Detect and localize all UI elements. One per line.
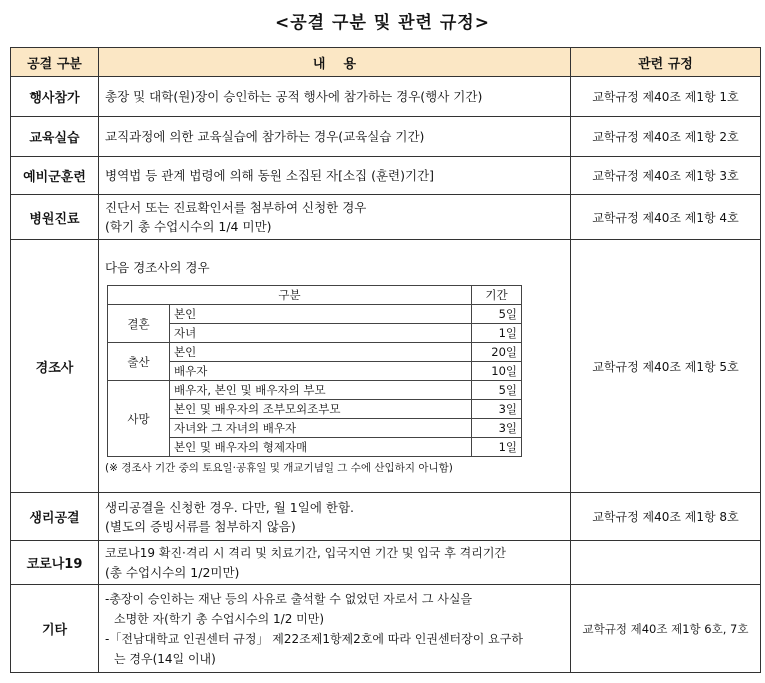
table-row	[11, 240, 761, 493]
condolence-item-days: 10일	[472, 362, 522, 381]
row-content	[99, 585, 571, 673]
row-regulation: 교학규정 제40조 제1항 5호	[571, 240, 761, 493]
leave-regulation-table	[10, 47, 761, 673]
condolence-item-label: 본인 및 배우자의 조부모외조부모	[170, 400, 472, 419]
content-line: 총장 및 대학(원)장이 승인하는 공적 행사에 참가하는 경우(행사 기간)	[105, 89, 483, 104]
condolence-intro: 다음 경조사의 경우	[105, 260, 210, 275]
header-content: 내 용	[99, 48, 571, 77]
content-line: -「전남대학교 인권센터 규정」 제22조제1항제2호에 따라 인권센터장이 요구하	[105, 631, 523, 646]
condolence-row	[108, 400, 522, 419]
condolence-header-row	[108, 286, 522, 305]
header-regulation: 관련 규정	[571, 48, 761, 77]
condolence-item-label: 본인 및 배우자의 형제자매	[170, 438, 472, 457]
condolence-item-label: 본인	[170, 305, 472, 324]
header-row	[11, 48, 761, 77]
condolence-item-days: 1일	[472, 324, 522, 343]
condolence-note: (※ 경조사 기간 중의 토요일·공휴일 및 개교기념일 그 수에 산입하지 아니함)	[105, 462, 453, 474]
condolence-item-days: 1일	[472, 438, 522, 457]
row-regulation	[571, 541, 761, 585]
content-line: 병역법 등 관계 법령에 의해 동원 소집된 자[소집 (훈련)기간]	[105, 168, 435, 183]
row-regulation: 교학규정 제40조 제1항 2호	[571, 117, 761, 157]
content-line: 생리공결을 신청한 경우. 다만, 월 1일에 한함.	[105, 499, 354, 515]
row-content	[99, 157, 571, 195]
condolence-row	[108, 324, 522, 343]
row-regulation: 교학규정 제40조 제1항 1호	[571, 77, 761, 117]
condolence-row	[108, 438, 522, 457]
table-row	[11, 541, 761, 585]
row-category: 기타	[11, 585, 99, 673]
row-category: 경조사	[11, 240, 99, 493]
condolence-row	[108, 343, 522, 362]
row-regulation: 교학규정 제40조 제1항 4호	[571, 195, 761, 240]
row-category: 행사참가	[11, 77, 99, 117]
table-row	[11, 157, 761, 195]
row-regulation: 교학규정 제40조 제1항 8호	[571, 493, 761, 541]
table-row	[11, 117, 761, 157]
table-row	[11, 77, 761, 117]
condolence-header-type: 구분	[108, 286, 472, 305]
content-line: 진단서 또는 진료확인서를 첨부하여 신청한 경우	[105, 200, 367, 215]
content-line: 소명한 자(학기 총 수업시수의 1/2 미만)	[114, 611, 325, 626]
condolence-item-days: 3일	[472, 419, 522, 438]
row-content	[99, 77, 571, 117]
page-title: <공결 구분 및 관련 규정>	[275, 13, 490, 33]
condolence-item-label: 본인	[170, 343, 472, 362]
condolence-row	[108, 381, 522, 400]
row-content	[99, 240, 571, 493]
condolence-item-days: 3일	[472, 400, 522, 419]
content-line: 는 경우(14일 이내)	[114, 651, 216, 666]
content-line: (학기 총 수업시수의 1/4 미만)	[105, 219, 272, 234]
condolence-item-days: 5일	[472, 305, 522, 324]
content-line: 교직과정에 의한 교육실습에 참가하는 경우(교육실습 기간)	[105, 129, 425, 144]
condolence-row	[108, 362, 522, 381]
condolence-item-label: 자녀	[170, 324, 472, 343]
row-category: 예비군훈련	[11, 157, 99, 195]
content-line: (별도의 증빙서류를 첨부하지 않음)	[105, 518, 296, 534]
condolence-group: 사망	[108, 381, 170, 457]
row-regulation: 교학규정 제40조 제1항 3호	[571, 157, 761, 195]
table-row	[11, 493, 761, 541]
condolence-item-label: 배우자, 본인 및 배우자의 부모	[170, 381, 472, 400]
row-content	[99, 541, 571, 585]
content-line: -총장이 승인하는 재난 등의 사유로 출석할 수 없었던 자로서 그 사실을	[105, 591, 473, 606]
condolence-group: 출산	[108, 343, 170, 381]
condolence-row	[108, 305, 522, 324]
condolence-row	[108, 419, 522, 438]
condolence-item-days: 20일	[472, 343, 522, 362]
row-category: 교육실습	[11, 117, 99, 157]
condolence-table	[107, 285, 522, 457]
row-content	[99, 195, 571, 240]
condolence-header-period: 기간	[472, 286, 522, 305]
condolence-item-days: 5일	[472, 381, 522, 400]
table-row	[11, 195, 761, 240]
row-category: 코로나19	[11, 541, 99, 585]
table-row	[11, 585, 761, 673]
condolence-item-label: 배우자	[170, 362, 472, 381]
row-category: 생리공결	[11, 493, 99, 541]
condolence-item-label: 자녀와 그 자녀의 배우자	[170, 419, 472, 438]
header-category: 공결 구분	[11, 48, 99, 77]
row-regulation: 교학규정 제40조 제1항 6호, 7호	[571, 585, 761, 673]
row-category: 병원진료	[11, 195, 99, 240]
condolence-group: 결혼	[108, 305, 170, 343]
content-line: (총 수업시수의 1/2미만)	[105, 564, 240, 580]
row-content	[99, 493, 571, 541]
row-content	[99, 117, 571, 157]
content-line: 코로나19 확진·격리 시 격리 및 치료기간, 입국지연 기간 및 입국 후 격리기간	[105, 545, 507, 560]
